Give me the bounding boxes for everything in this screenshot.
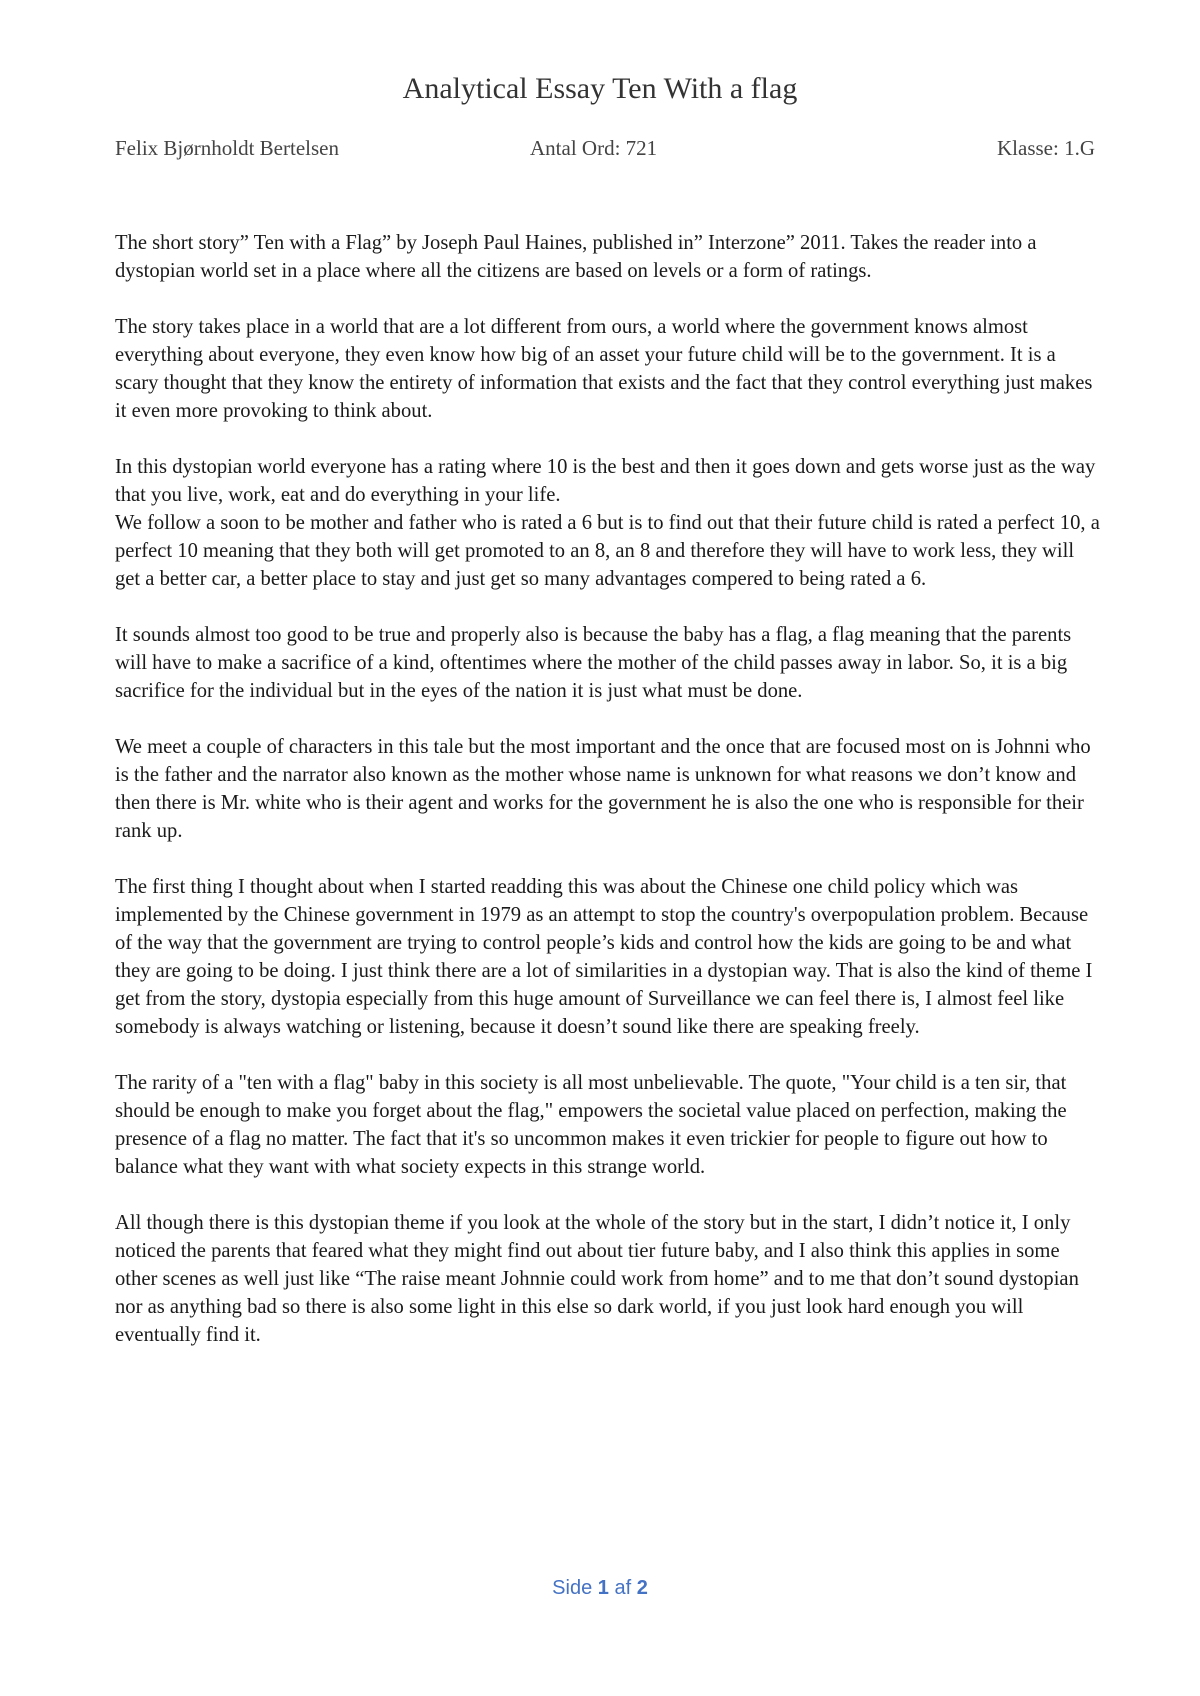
current-page-number: 1 [597, 1577, 609, 1599]
document-title: Analytical Essay Ten With a flag [402, 72, 798, 105]
paragraph: The story takes place in a world that are a lot different from ours, a world where the government knows almost everything about everyone, they even know how big of an asset your future child will be to the government. It is a scary thought that they know the entirety of information that exists and the fact that they control everything just makes it even more provoking to think about. [115, 316, 1093, 422]
author-name: Felix Bjørnholdt Bertelsen [115, 136, 339, 160]
paragraph: We meet a couple of characters in this tale but the most important and the once that are focused most on is Johnni who is the father and the narrator also known as the mother whose name is unknown for what reasons we don’t know and then there is Mr. white who is their agent and works for the government he is also the one who is responsible for their rank up. [115, 736, 1091, 842]
paragraph: The rarity of a "ten with a flag" baby in this society is all most unbelievable. The quote, "Your child is a ten sir, that should be enough to make you forget about the flag," empowers the societal value placed on perfection, making the presence of a flag no matter. The fact that it's so uncommon makes it even trickier for people to figure out how to balance what they want with what society expects in this strange world. [115, 1072, 1067, 1178]
paragraph: The short story” Ten with a Flag” by Joseph Paul Haines, published in” Interzone” 2011. Takes the reader into a dystopian world set in a place where all the citizens are based on levels or a form of ratings. [115, 232, 1037, 282]
page-number-footer [0, 1577, 1200, 1600]
paragraph: All though there is this dystopian theme if you look at the whole of the story but in the start, I didn’t notice it, I only noticed the parents that feared what they might find out about tier future baby, and I also think this applies in some other scenes as well just like “The raise meant Johnnie could work from home” and to me that don’t sound dystopian nor as anything bad so there is also some light in this else so dark world, if you just look hard enough you will eventually find it. [115, 1212, 1079, 1346]
word-count: Antal Ord: 721 [530, 136, 658, 160]
paragraph: The first thing I thought about when I started readding this was about the Chinese one child policy which was implemented by the Chinese government in 1979 as an attempt to stop the country's overpopulation problem. Because of the way that the government are trying to control people’s kids and control how the kids are going to be and what they are going to be doing. I just think there are a lot of similarities in a dystopian way. That is also the kind of theme I get from the story, dystopia especially from this huge amount of Surveillance we can feel there is, I almost feel like somebody is always watching or listening, because it doesn’t sound like there are speaking freely. [115, 876, 1093, 1038]
paragraph: It sounds almost too good to be true and properly also is because the baby has a flag, a flag meaning that the parents will have to make a sacrifice of a kind, oftentimes where the mother of the child passes away in labor. So, it is a big sacrifice for the individual but in the eyes of the nation it is just what must be done. [115, 624, 1072, 702]
paragraph: In this dystopian world everyone has a rating where 10 is the best and then it goes down and gets worse just as the way that you live, work, eat and do everything in your life. [115, 456, 1096, 506]
essay-body [115, 229, 1100, 1377]
side-label: Side [552, 1577, 593, 1599]
of-label: af [614, 1577, 632, 1599]
document-header-info [115, 136, 1095, 166]
paragraph: We follow a soon to be mother and father who is rated a 6 but is to find out that their future child is rated a perfect 10, a perfect 10 meaning that they both will get promoted to an 8, an 8 and therefore they will have to work less, they will get a better car, a better place to stay and just get so many advantages compered to being rated a 6. [115, 512, 1100, 590]
total-page-number: 2 [636, 1577, 648, 1599]
class-label: Klasse: 1.G [997, 136, 1095, 160]
